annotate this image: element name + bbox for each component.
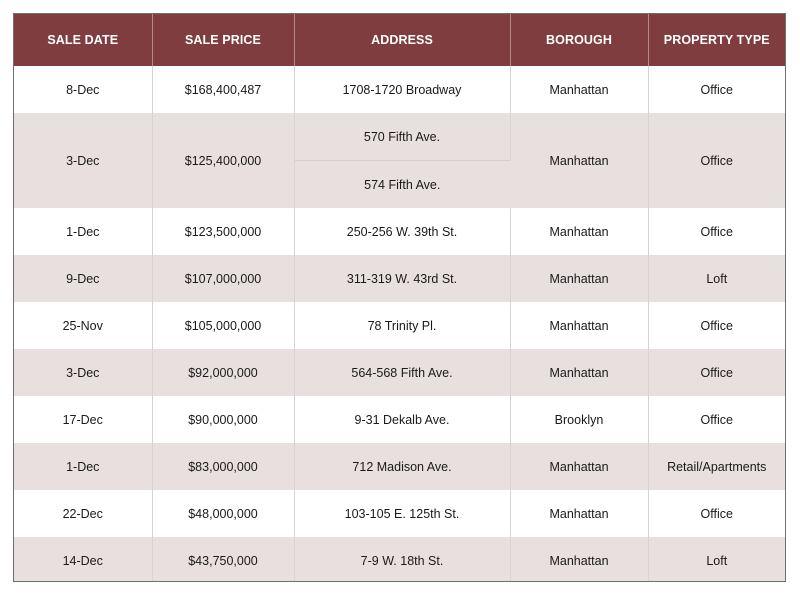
address-cell: 311-319 W. 43rd St. bbox=[294, 255, 510, 302]
property-type-cell: Office bbox=[648, 66, 785, 113]
sale-price-cell: $92,000,000 bbox=[152, 349, 294, 396]
borough-cell: Manhattan bbox=[510, 537, 648, 582]
address-cell: 78 Trinity Pl. bbox=[294, 302, 510, 349]
sale-price-cell: $123,500,000 bbox=[152, 208, 294, 255]
header-row bbox=[14, 14, 785, 66]
borough-cell: Manhattan bbox=[510, 443, 648, 490]
sale-date-cell: 3-Dec bbox=[14, 349, 152, 396]
table-row bbox=[14, 349, 785, 396]
header-address: ADDRESS bbox=[294, 14, 510, 66]
borough-cell: Manhattan bbox=[510, 66, 648, 113]
sale-date-cell: 3-Dec bbox=[14, 113, 152, 208]
property-type-cell: Office bbox=[648, 490, 785, 537]
sale-price-cell: $43,750,000 bbox=[152, 537, 294, 582]
property-type-cell: Office bbox=[648, 113, 785, 208]
sale-price-cell: $83,000,000 bbox=[152, 443, 294, 490]
table-row bbox=[14, 208, 785, 255]
address-cell: 564-568 Fifth Ave. bbox=[294, 349, 510, 396]
table-row bbox=[14, 443, 785, 490]
table-body bbox=[14, 66, 785, 582]
borough-cell: Manhattan bbox=[510, 490, 648, 537]
property-type-cell: Loft bbox=[648, 537, 785, 582]
sales-table bbox=[14, 14, 785, 582]
table-row bbox=[14, 490, 785, 537]
sale-date-cell: 9-Dec bbox=[14, 255, 152, 302]
property-type-cell: Office bbox=[648, 208, 785, 255]
table-header bbox=[14, 14, 785, 66]
table-row bbox=[14, 66, 785, 113]
address-cell: 570 Fifth Ave. bbox=[294, 113, 510, 161]
table-row bbox=[14, 396, 785, 443]
property-type-cell: Office bbox=[648, 396, 785, 443]
table-row bbox=[14, 113, 785, 161]
address-cell: 574 Fifth Ave. bbox=[294, 161, 510, 209]
header-sale-date: SALE DATE bbox=[14, 14, 152, 66]
borough-cell: Brooklyn bbox=[510, 396, 648, 443]
property-type-cell: Retail/Apartments bbox=[648, 443, 785, 490]
property-type-cell: Office bbox=[648, 302, 785, 349]
sale-date-cell: 17-Dec bbox=[14, 396, 152, 443]
sale-date-cell: 14-Dec bbox=[14, 537, 152, 582]
address-cell: 250-256 W. 39th St. bbox=[294, 208, 510, 255]
sale-date-cell: 1-Dec bbox=[14, 208, 152, 255]
borough-cell: Manhattan bbox=[510, 302, 648, 349]
address-cell: 712 Madison Ave. bbox=[294, 443, 510, 490]
table-row bbox=[14, 255, 785, 302]
sale-price-cell: $105,000,000 bbox=[152, 302, 294, 349]
header-borough: BOROUGH bbox=[510, 14, 648, 66]
property-type-cell: Loft bbox=[648, 255, 785, 302]
table-row bbox=[14, 302, 785, 349]
sale-date-cell: 8-Dec bbox=[14, 66, 152, 113]
property-type-cell: Office bbox=[648, 349, 785, 396]
header-property-type: PROPERTY TYPE bbox=[648, 14, 785, 66]
borough-cell: Manhattan bbox=[510, 113, 648, 208]
sale-date-cell: 1-Dec bbox=[14, 443, 152, 490]
sale-price-cell: $168,400,487 bbox=[152, 66, 294, 113]
borough-cell: Manhattan bbox=[510, 349, 648, 396]
borough-cell: Manhattan bbox=[510, 255, 648, 302]
address-cell: 7-9 W. 18th St. bbox=[294, 537, 510, 582]
sale-date-cell: 25-Nov bbox=[14, 302, 152, 349]
address-cell: 9-31 Dekalb Ave. bbox=[294, 396, 510, 443]
borough-cell: Manhattan bbox=[510, 208, 648, 255]
sales-table-frame bbox=[13, 13, 786, 582]
address-cell: 1708-1720 Broadway bbox=[294, 66, 510, 113]
sale-price-cell: $48,000,000 bbox=[152, 490, 294, 537]
header-sale-price: SALE PRICE bbox=[152, 14, 294, 66]
sale-price-cell: $125,400,000 bbox=[152, 113, 294, 208]
address-cell: 103-105 E. 125th St. bbox=[294, 490, 510, 537]
sale-price-cell: $90,000,000 bbox=[152, 396, 294, 443]
sale-date-cell: 22-Dec bbox=[14, 490, 152, 537]
sale-price-cell: $107,000,000 bbox=[152, 255, 294, 302]
table-row bbox=[14, 537, 785, 582]
